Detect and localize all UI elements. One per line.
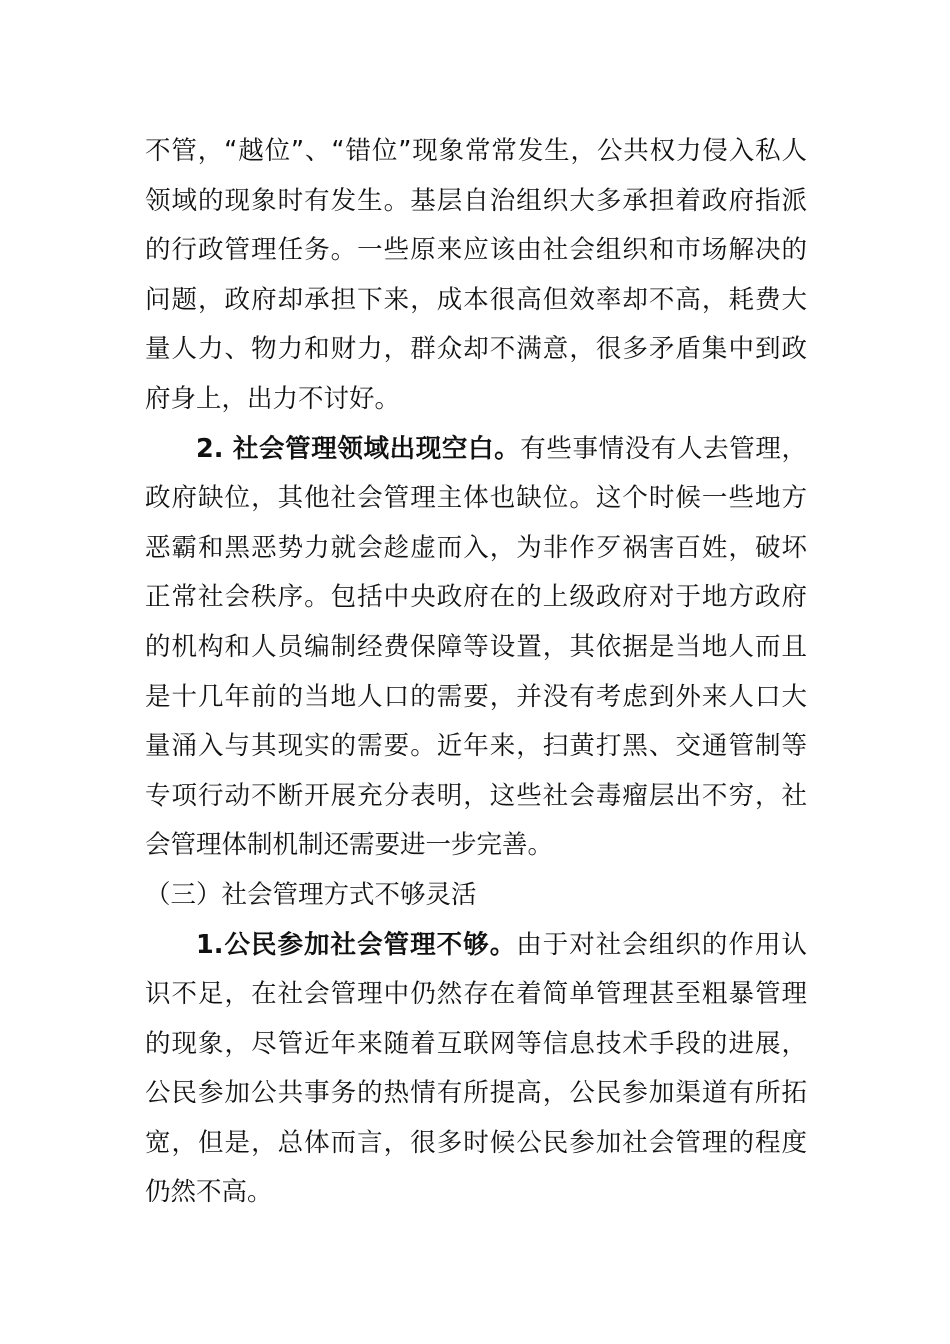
document-body <box>145 127 807 1218</box>
paragraph-text: 不管，“越位”、“错位”现象常常发生，公共权力侵入私人领域的现象时有发生。基层自治组织大多承担着政府指派的行政管理任务。一些原来应该由社会组织和市场解决的问题，政府却承担下来，成本很高但效率却不高，耗费大量人力、物力和财力，群众却不满意，很多矛盾集中到政府身上，出力不讨好。 <box>145 136 807 414</box>
paragraph-item-2 <box>145 425 807 871</box>
paragraph-lead: 1.公民参加社会管理不够。 <box>196 929 517 960</box>
paragraph-text: 由于对社会组织的作用认识不足，在社会管理中仍然存在着简单管理甚至粗暴管理的现象，尽管近年来随着互联网等信息技术手段的进展，公民参加公共事务的热情有所提高，公民参加渠道有所拓宽，但是，总体而言，很多时候公民参加社会管理的程度仍然不高。 <box>145 929 807 1208</box>
section-heading: （三）社会管理方式不够灵活 <box>145 879 477 910</box>
paragraph-lead: 2. 社会管理领域出现空白。 <box>196 433 521 464</box>
paragraph-text: 有些事情没有人去管理，政府缺位，其他社会管理主体也缺位。这个时候一些地方恶霸和黑恶势力就会趁虚而入，为非作歹祸害百姓，破坏正常社会秩序。包括中央政府在的上级政府对于地方政府的机构和人员编制经费保障等设置，其依据是当地人而且是十几年前的当地人口的需要，并没有考虑到外来人口大量涌入与其现实的需要。近年来，扫黄打黑、交通管制等专项行动不断开展充分表明，这些社会毒瘤层出不穷，社会管理体制机制还需要进一步完善。 <box>145 433 807 861</box>
paragraph-continuation <box>145 127 807 425</box>
paragraph-item-1 <box>145 921 807 1219</box>
